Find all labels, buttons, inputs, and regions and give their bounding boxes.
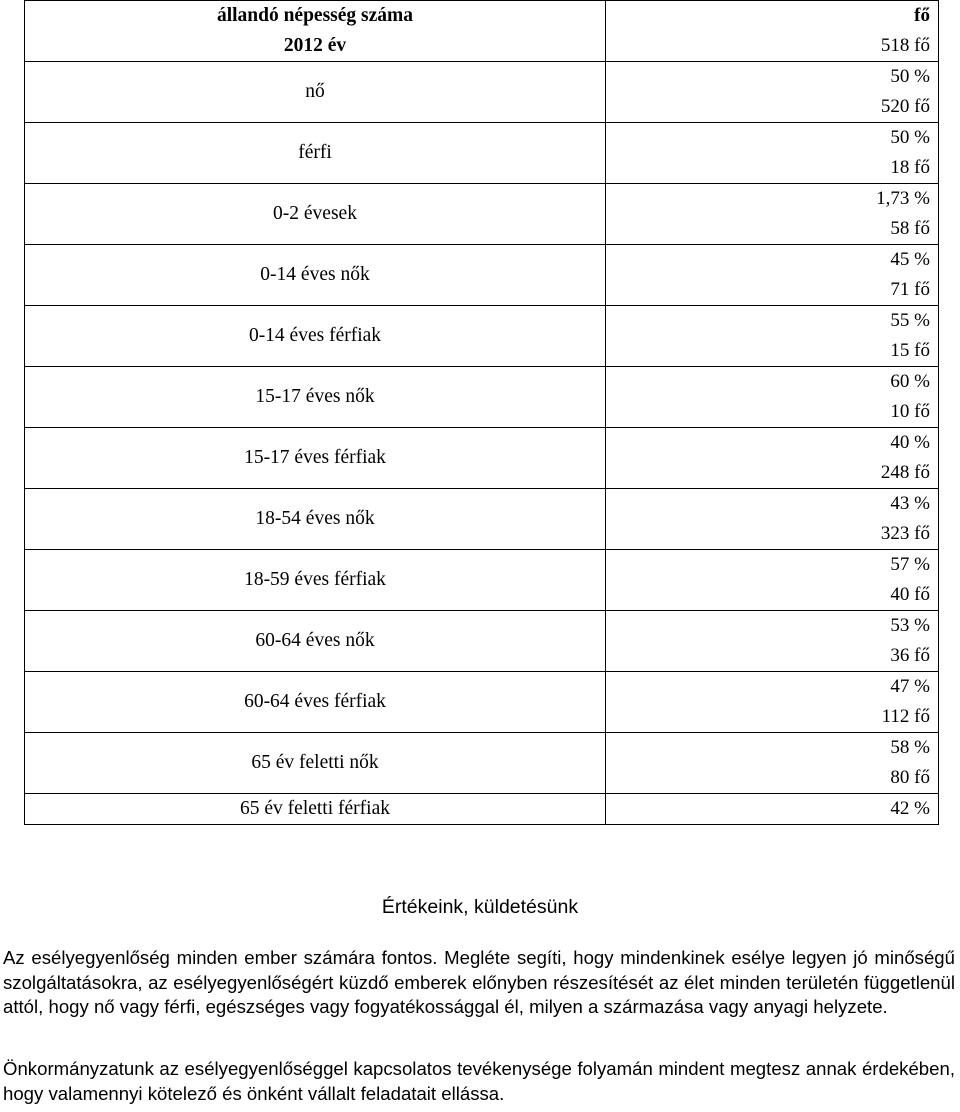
table-cell-label <box>25 733 606 794</box>
row-count: 58 fő <box>890 218 930 239</box>
table-cell-label <box>25 245 606 306</box>
table-row <box>25 794 939 825</box>
table-row <box>25 123 939 184</box>
table-cell-value <box>606 184 939 245</box>
row-percent: 47 % <box>890 676 930 697</box>
row-label: 60-64 éves férfiak <box>244 691 386 712</box>
paragraph-1: Az esélyegyenlőség minden ember számára fontos. Megléte segíti, hogy mindenkinek esélye legyen jó minőségű szolgáltatásokra, az esélyegyenlőségért küzdő emberek előnyben részesítését az élet minden területén függetlenül attól, hogy nő vagy férfi, egészséges vagy fogyatékossággal él, milyen a származása vagy anyagi helyzete. <box>3 947 955 1018</box>
row-label: nő <box>305 81 325 102</box>
row-count: 18 fő <box>890 157 930 178</box>
table-row <box>25 184 939 245</box>
table-cell-value <box>606 672 939 733</box>
row-count: 36 fő <box>890 645 930 666</box>
table-cell-value <box>606 611 939 672</box>
table-cell-label <box>25 794 606 825</box>
header-unit-cell <box>606 1 939 62</box>
table-row <box>25 62 939 123</box>
table-cell-value <box>606 123 939 184</box>
paragraph-2: Önkormányzatunk az esélyegyenlőséggel kapcsolatos tevékenysége folyamán mindent megtesz annak érdekében, hogy valamennyi kötelező és önként vállalt feladatait ellássa. <box>3 1058 955 1104</box>
row-percent: 42 % <box>890 798 930 819</box>
population-table <box>24 0 939 825</box>
table-cell-label <box>25 62 606 123</box>
table-cell-label <box>25 489 606 550</box>
table-cell-label <box>25 123 606 184</box>
table-cell-value <box>606 245 939 306</box>
table-row <box>25 489 939 550</box>
unit-header: fő <box>914 5 930 26</box>
table-cell-value <box>606 428 939 489</box>
table-cell-label <box>25 611 606 672</box>
row-percent: 50 % <box>890 66 930 87</box>
table-cell-label <box>25 367 606 428</box>
row-count: 71 fő <box>890 279 930 300</box>
row-count: 112 fő <box>881 706 930 727</box>
row-label: 0-2 évesek <box>273 203 357 224</box>
table-cell-value <box>606 733 939 794</box>
row-label: 18-54 éves nők <box>255 508 375 529</box>
row-label: 0-14 éves férfiak <box>248 325 382 346</box>
table-title-line1: állandó népesség száma <box>216 5 414 26</box>
row-percent: 53 % <box>890 615 930 636</box>
table-cell-label <box>25 306 606 367</box>
table-cell-value <box>606 550 939 611</box>
row-percent: 1,73 % <box>876 188 930 209</box>
row-label: 15-17 éves nők <box>255 386 375 407</box>
row-label: 65 év feletti férfiak <box>240 798 390 819</box>
row-percent: 58 % <box>890 737 930 758</box>
table-cell-value <box>606 794 939 825</box>
row-percent: 45 % <box>890 249 930 270</box>
row-label: férfi <box>298 142 332 163</box>
row-percent: 40 % <box>890 432 930 453</box>
row-count: 323 fő <box>880 523 930 544</box>
row-percent: 43 % <box>890 493 930 514</box>
row-percent: 55 % <box>890 310 930 331</box>
row-label: 15-17 éves férfiak <box>244 447 386 468</box>
table-row <box>25 733 939 794</box>
table-title-line2: 2012 év <box>283 35 347 56</box>
table-cell-value <box>606 306 939 367</box>
row-percent: 50 % <box>890 127 930 148</box>
row-label: 65 év feletti nők <box>251 752 379 773</box>
row-count: 40 fő <box>890 584 930 605</box>
table-cell-count: 518 fő <box>880 35 930 56</box>
table-cell-label <box>25 184 606 245</box>
table-cell-value <box>606 367 939 428</box>
table-row <box>25 367 939 428</box>
header-label-cell <box>25 1 606 62</box>
table-header-row <box>25 1 939 62</box>
row-label: 0-14 éves nők <box>260 264 370 285</box>
table-row <box>25 672 939 733</box>
table-cell-label <box>25 550 606 611</box>
table-row <box>25 550 939 611</box>
row-count: 248 fő <box>880 462 930 483</box>
row-count: 80 fő <box>890 767 930 788</box>
row-count: 15 fő <box>890 340 930 361</box>
row-count: 520 fő <box>880 96 930 117</box>
table-cell-value <box>606 62 939 123</box>
row-count: 10 fő <box>890 401 930 422</box>
table-cell-label <box>25 672 606 733</box>
row-label: 60-64 éves nők <box>255 630 375 651</box>
row-label: 18-59 éves férfiak <box>244 569 386 590</box>
table-cell-value <box>606 489 939 550</box>
table-row <box>25 306 939 367</box>
table-cell-label <box>25 428 606 489</box>
table-row <box>25 245 939 306</box>
table-row <box>25 428 939 489</box>
row-percent: 60 % <box>890 371 930 392</box>
section-title: Értékeink, küldetésünk <box>381 896 579 918</box>
table-row <box>25 611 939 672</box>
row-percent: 57 % <box>890 554 930 575</box>
